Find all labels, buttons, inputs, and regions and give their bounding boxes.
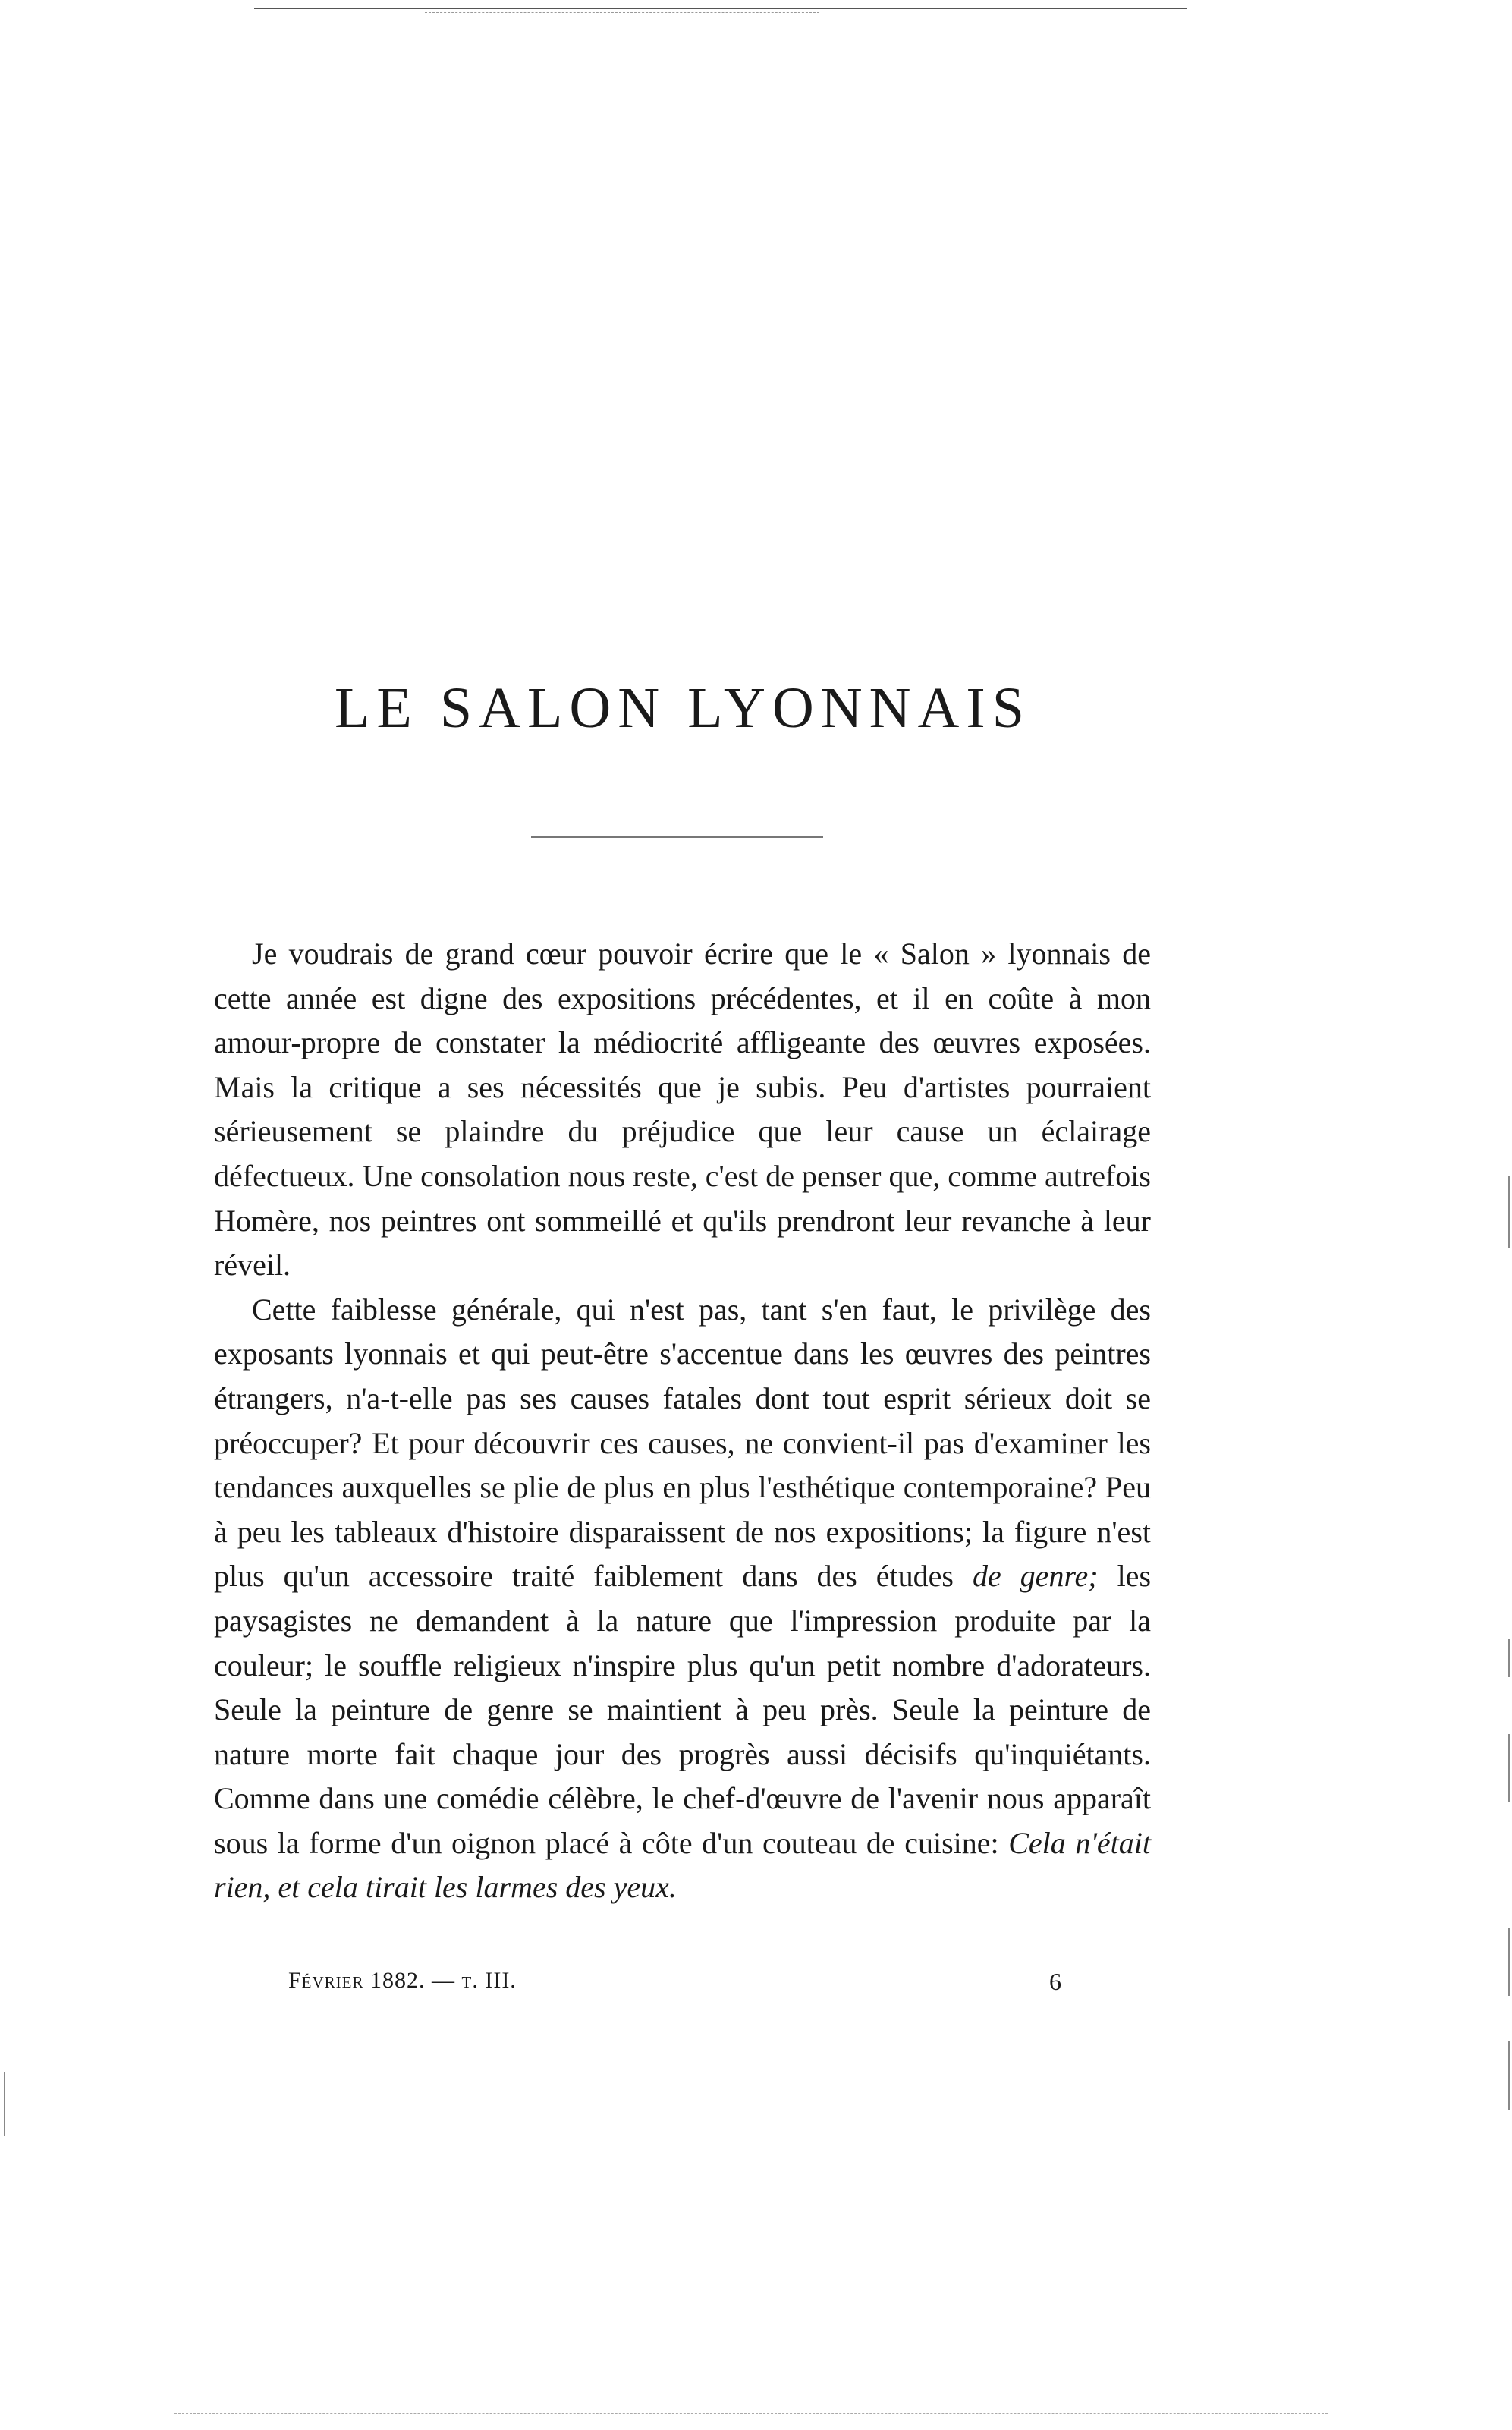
page-number: 6 [1049,1968,1062,1995]
scan-edge-mark [1508,1639,1510,1677]
scan-edge-mark [1508,1734,1510,1802]
scan-edge-mark [4,2072,5,2136]
scan-edge-mark [1508,2041,1510,2110]
page-title: LE SALON LYONNAIS [334,676,1031,740]
scan-edge-mark [1508,1176,1510,1248]
bottom-edge-rule [174,2413,1328,2414]
paragraph-2-continued: les paysagistes ne demandent à la nature que l'impression produite par la couleur; le souffle religieux n'inspire plus qu'un petit nombre d'adorateurs. Seule la peinture de genre se maintient à peu près. Seule la peinture de nature morte fait chaque jour des progrès aussi décisifs qu'inquiétants. Comme dans une comédie célèbre, le chef-d'œuvre de l'avenir nous apparaît sous la forme d'un oignon placé à côte d'un couteau de cuisine: [214,1559,1152,1860]
article-body [214,932,1151,1910]
italic-quotation: Cela n'était rien, et cela tirait les larmes des yeux. [214,1825,1152,1905]
paragraph-2-text: Cette faiblesse générale, qui n'est pas, tant s'en faut, le privilège des exposants lyonnais et qui peut-être s'accentue dans les œuvres des peintres étrangers, n'a-t-elle pas ses causes fatales dont tout esprit sérieux doit se préoccuper? Et pour découvrir ces causes, ne convient-il pas d'examiner les tendances auxquelles se plie de plus en plus l'esthétique contemporaine? Peu à peu les tableaux d'histoire disparaissent de nos expositions; la figure n'est plus qu'un accessoire traité faiblement dans des études [214,1292,1151,1594]
title-divider [531,836,823,838]
top-edge-rule-faint [425,12,819,13]
paragraph-1: Je voudrais de grand cœur pouvoir écrire que le « Salon » lyonnais de cette année est digne des expositions précédentes, et il en coûte à mon amour-propre de constater la médiocrité affligeante des œuvres exposées. Mais la critique a ses nécessités que je subis. Peu d'artistes pourraient sérieusement se plaindre du préjudice que leur cause un éclairage défectueux. Une consolation nous reste, c'est de penser que, comme autrefois Homère, nos peintres ont sommeillé et qu'ils prendront leur revanche à leur réveil. [214,936,1151,1283]
top-edge-rule [254,8,1187,9]
scan-edge-mark [1508,1928,1510,1996]
paragraph-2 [214,1288,1151,1910]
footer-date: Février 1882. — t. III. [288,1968,517,1993]
italic-de-genre: de genre; [972,1559,1099,1594]
